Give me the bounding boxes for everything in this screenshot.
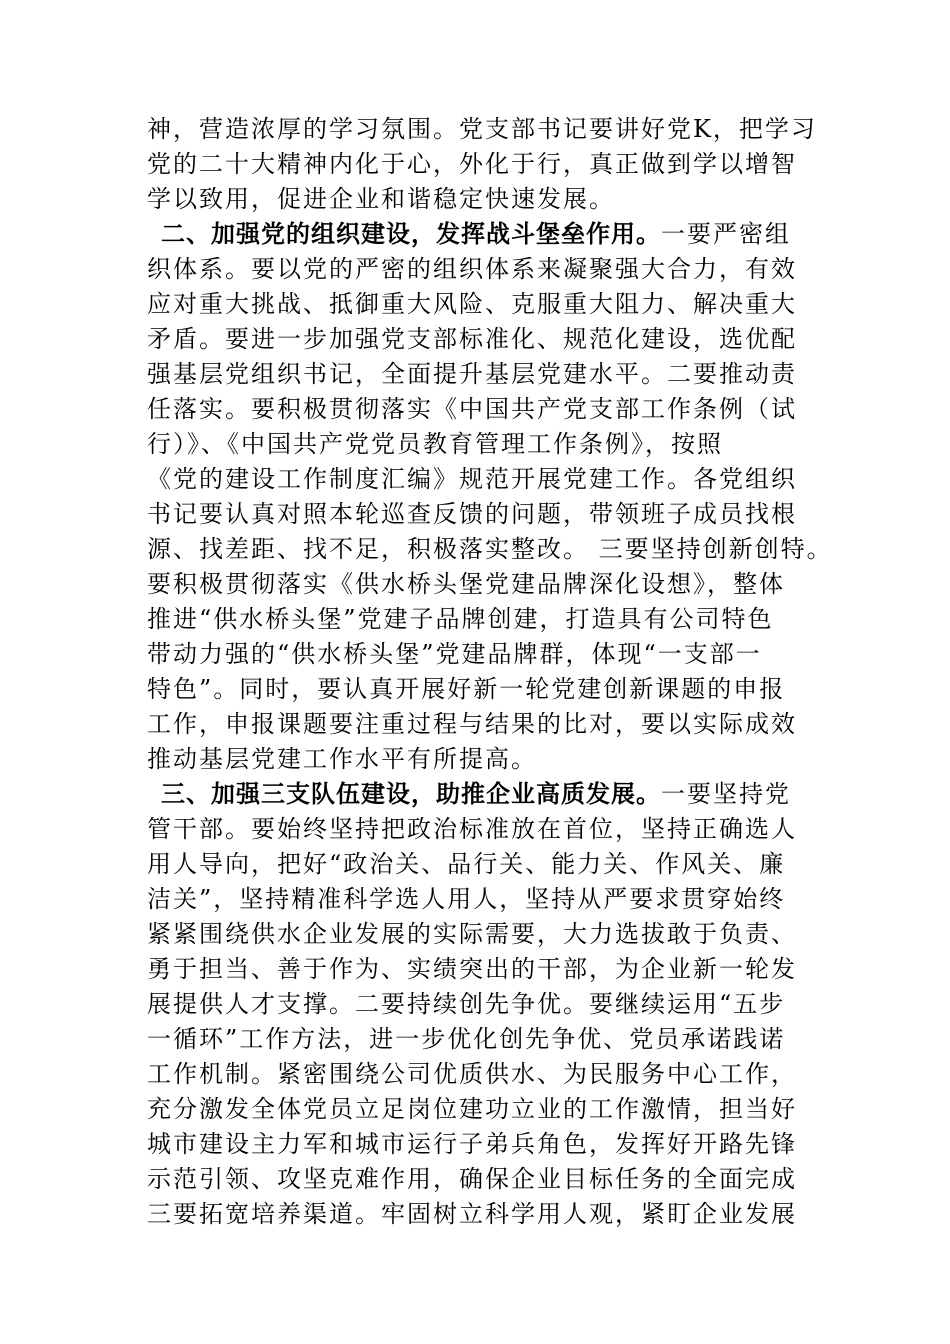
text-line xyxy=(147,252,812,287)
text-line xyxy=(147,182,812,217)
body-text: 神，营造浓厚的学习氛围。党支部书记要讲好党K，把学习 xyxy=(147,115,817,143)
section-heading-line xyxy=(161,217,812,252)
body-text: 行）》、《中国共产党党员教育管理工作条例》，按照 xyxy=(147,430,723,458)
text-line xyxy=(147,1197,812,1232)
text-line xyxy=(147,322,812,357)
body-text: 织体系。要以党的严密的组织体系来凝聚强大合力，有效 xyxy=(147,255,797,283)
text-line xyxy=(147,987,812,1022)
text-line xyxy=(147,427,812,462)
body-text: 书记要认真对照本轮巡查反馈的问题，带领班子成员找根 xyxy=(147,500,797,528)
body-text: 示范引领、攻坚克难作用，确保企业目标任务的全面完成 xyxy=(147,1165,797,1193)
document-body xyxy=(147,112,833,1232)
body-text: 充分激发全体党员立足岗位建功立业的工作激情，担当好 xyxy=(147,1095,797,1123)
body-text: 勇于担当、善于作为、实绩突出的干部，为企业新一轮发 xyxy=(147,955,797,983)
body-text: 洁关”，坚持精准科学选人用人，坚持从严要求贯穿始终 xyxy=(147,885,786,913)
section-heading-line xyxy=(161,777,812,812)
text-line xyxy=(147,1057,812,1092)
body-text: 源、找差距、找不足，积极落实整改。 三要坚持创新创特。 xyxy=(147,535,833,563)
body-text: 城市建设主力军和城市运行子弟兵角色，发挥好开路先锋 xyxy=(147,1130,797,1158)
text-line xyxy=(147,112,817,147)
text-line xyxy=(147,462,812,497)
text-line xyxy=(147,357,812,392)
text-line xyxy=(147,392,812,427)
text-line xyxy=(147,742,812,777)
body-text: 强基层党组织书记，全面提升基层党建水平。二要推动责 xyxy=(147,360,797,388)
text-line xyxy=(147,847,812,882)
body-text: 一要严密组 xyxy=(661,220,791,248)
body-text: 工作机制。紧密围绕公司优质供水、为民服务中心工作， xyxy=(147,1060,797,1088)
body-text: 学以致用，促进企业和谐稳定快速发展。 xyxy=(147,185,615,213)
text-line xyxy=(147,1127,812,1162)
body-text: 管干部。要始终坚持把政治标准放在首位，坚持正确选人 xyxy=(147,815,797,843)
body-text: 矛盾。要进一步加强党支部标准化、规范化建设，选优配 xyxy=(147,325,797,353)
text-line xyxy=(147,497,812,532)
body-text: 用人导向，把好“政治关、品行关、能力关、作风关、廉 xyxy=(147,850,786,878)
text-line xyxy=(147,672,812,707)
text-line xyxy=(147,882,812,917)
text-line xyxy=(147,287,812,322)
body-text: 一要坚持党 xyxy=(661,780,791,808)
text-line xyxy=(147,917,812,952)
text-line xyxy=(147,1022,812,1057)
text-line xyxy=(147,532,833,567)
body-text: 推进“供水桥头堡”党建子品牌创建，打造具有公司特色 xyxy=(147,605,774,633)
text-line xyxy=(147,707,812,742)
body-text: 党的二十大精神内化于心，外化于行，真正做到学以增智 xyxy=(147,150,797,178)
section-heading: 三、加强三支队伍建设，助推企业高质发展。 xyxy=(161,780,661,808)
body-text: 任落实。要积极贯彻落实《中国共产党支部工作条例（试 xyxy=(147,395,797,423)
text-line xyxy=(147,812,812,847)
body-text: 三要拓宽培养渠道。牢固树立科学用人观，紧盯企业发展 xyxy=(147,1200,797,1228)
body-text: 紧紧围绕供水企业发展的实际需要，大力选拔敢于负责、 xyxy=(147,920,797,948)
text-line xyxy=(147,1162,812,1197)
body-text: 《党的建设工作制度汇编》规范开展党建工作。各党组织 xyxy=(147,465,797,493)
body-text: 展提供人才支撑。二要持续创先争优。要继续运用“五步 xyxy=(147,990,786,1018)
body-text: 特色”。同时，要认真开展好新一轮党建创新课题的申报 xyxy=(147,675,786,703)
body-text: 推动基层党建工作水平有所提高。 xyxy=(147,745,537,773)
body-text: 带动力强的“供水桥头堡”党建品牌群，体现“一支部一 xyxy=(147,640,762,668)
text-line xyxy=(147,567,812,602)
text-line xyxy=(147,952,812,987)
body-text: 应对重大挑战、抵御重大风险、克服重大阻力、解决重大 xyxy=(147,290,797,318)
text-line xyxy=(147,602,812,637)
text-line xyxy=(147,637,812,672)
body-text: 要积极贯彻落实《供水桥头堡党建品牌深化设想》，整体 xyxy=(147,570,785,598)
text-line xyxy=(147,147,812,182)
body-text: 一循环”工作方法，进一步优化创先争优、党员承诺践诺 xyxy=(147,1025,786,1053)
section-heading: 二、加强党的组织建设，发挥战斗堡垒作用。 xyxy=(161,220,661,248)
body-text: 工作，申报课题要注重过程与结果的比对，要以实际成效 xyxy=(147,710,797,738)
text-line xyxy=(147,1092,812,1127)
